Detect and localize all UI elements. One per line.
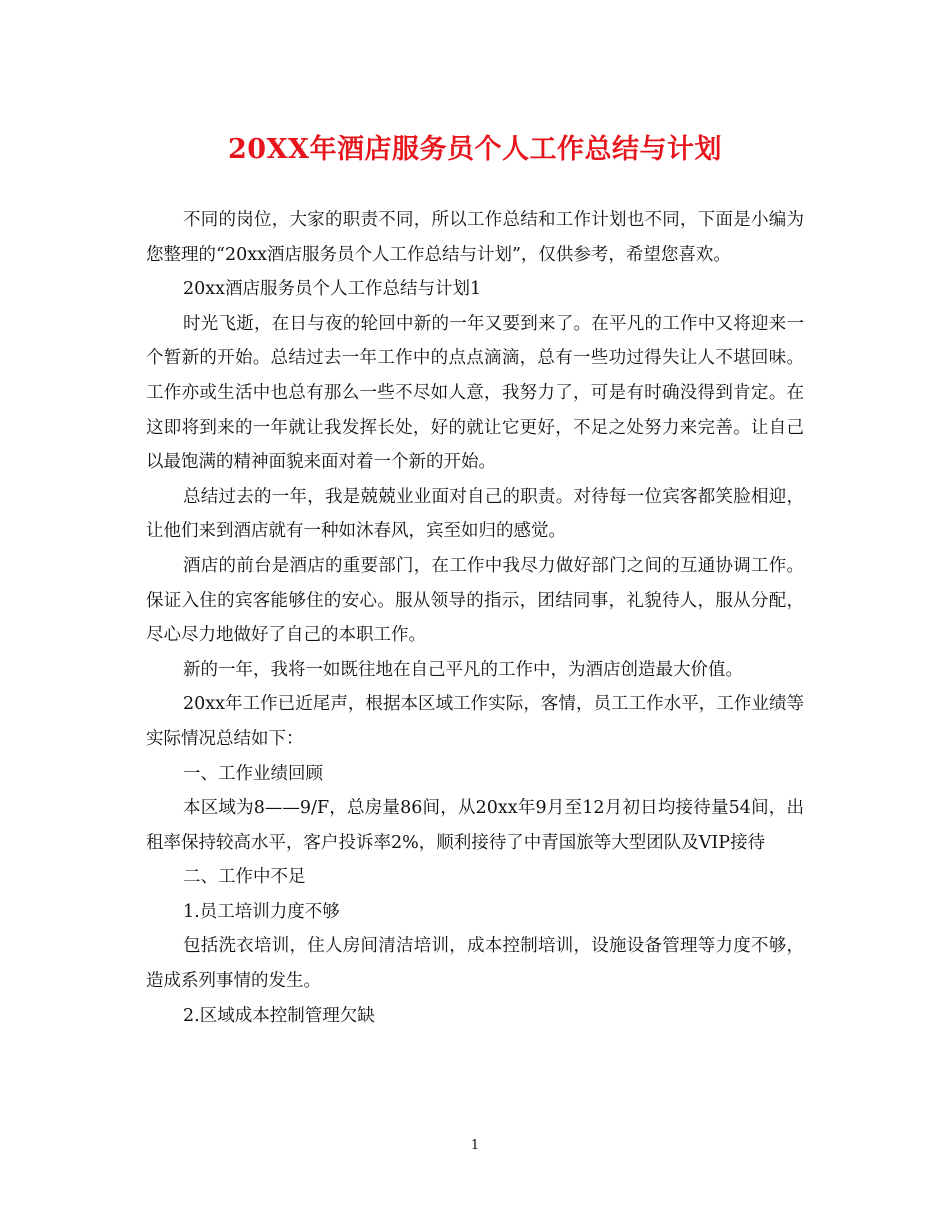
paragraph: 时光飞逝，在日与夜的轮回中新的一年又要到来了。在平凡的工作中又将迎来一个暂新的开始。总结过去一年工作中的点点滴滴，总有一些功过得失让人不堪回味。工作亦或生活中也总有那么一些不尽如人意，我努力了，可是有时确没得到肯定。在这即将到来的一年就让我发挥长处，好的就让它更好，不足之处努力来完善。让自己以最饱满的精神面貌来面对着一个新的开始。 [146,313,804,473]
paragraph: 酒店的前台是酒店的重要部门，在工作中我尽力做好部门之间的互通协调工作。保证入住的宾客能够住的安心。服从领导的指示，团结同事，礼貌待人，服从分配，尽心尽力地做好了自己的本职工作。 [146,555,804,646]
paragraph: 总结过去的一年，我是兢兢业业面对自己的职责。对待每一位宾客都笑脸相迎，让他们来到酒店就有一种如沐春风，宾至如归的感觉。 [146,486,804,542]
section-heading-performance: 一、工作业绩回顾 [183,763,323,784]
paragraph-heading-1: 20xx酒店服务员个人工作总结与计划1 [183,279,482,300]
paragraph-intro: 不同的岗位，大家的职责不同，所以工作总结和工作计划也不同，下面是小编为您整理的“20xx酒店服务员个人工作总结与计划”，仅供参考，希望您喜欢。 [146,210,804,265]
page-number: 1 [470,1138,480,1153]
paragraph: 新的一年，我将一如既往地在自己平凡的工作中，为酒店创造最大价值。 [183,659,743,680]
section-heading-shortcomings: 二、工作中不足 [183,867,306,888]
subheading-cost-control: 2.区域成本控制管理欠缺 [183,1005,375,1026]
document-body [146,203,804,1033]
document-title: 20XX年酒店服务员个人工作总结与计划 [228,134,722,165]
paragraph: 包括洗衣培训，住人房间清洁培训，成本控制培训，设施设备管理等力度不够，造成系列事情的发生。 [146,936,804,992]
paragraph: 20xx年工作已近尾声，根据本区域工作实际，客情，员工工作水平，工作业绩等实际情况总结如下： [146,694,804,749]
subheading-training: 1.员工培训力度不够 [183,901,340,922]
paragraph: 本区域为8——9/F，总房量86间，从20xx年9月至12月初日均接待量54间，出租率保持较高水平，客户投诉率2%，顺利接待了中青国旅等大型团队及VIP接待 [146,798,804,853]
